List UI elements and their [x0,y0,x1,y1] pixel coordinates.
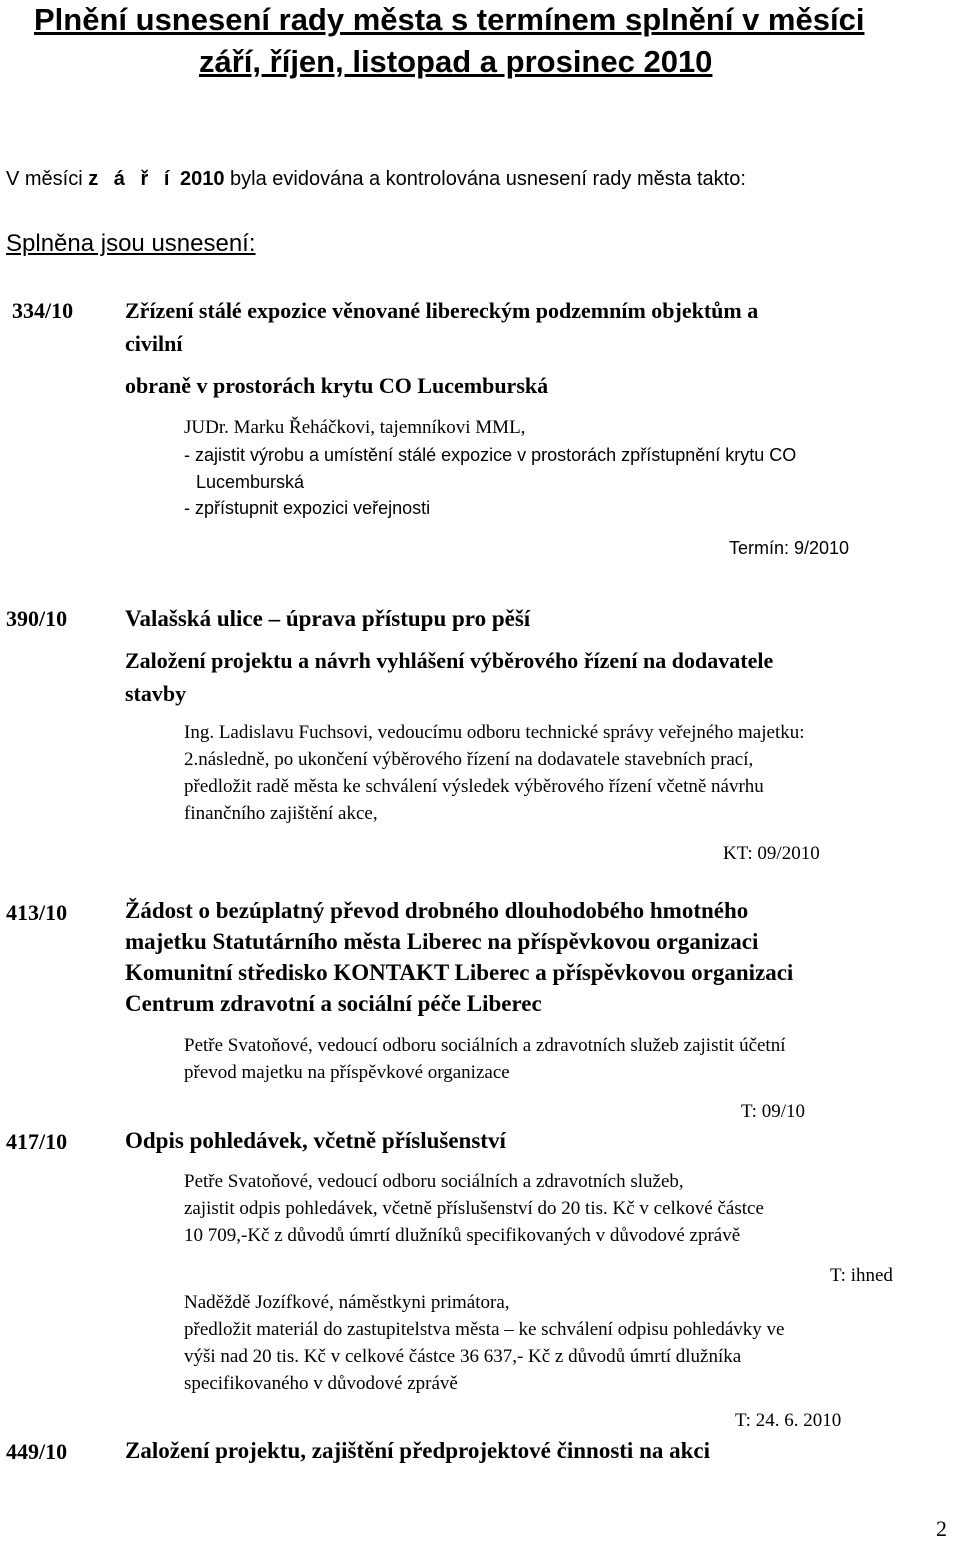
intro-prefix: V měsíci [6,168,83,190]
page-number: 2 [936,1516,947,1541]
intro-year: 2010 [179,168,225,190]
deadline: T: ihned [830,1265,893,1286]
deadline: T: 24. 6. 2010 [735,1410,842,1431]
resolution-number: 413/10 [6,900,68,925]
task-text: 10 709,-Kč z důvodů úmrtí dlužníků specifikovaných v důvodové zprávě [184,1225,741,1246]
task-text: Naděždě Jozífkové, náměstkyni primátora, [184,1292,510,1313]
task-text: - zajistit výrobu a umístění stálé expozice v prostorách zpřístupnění krytu CO [184,445,797,465]
deadline: Termín: 9/2010 [729,538,850,558]
task-text: Petře Svatoňové, vedoucí odboru sociálních a zdravotních služeb zajistit účetní [184,1035,786,1056]
resolution-heading: Komunitní středisko KONTAKT Liberec a příspěvkovou organizaci [125,960,794,985]
resolution-number: 334/10 [12,298,74,323]
task-text: - zpřístupnit expozici veřejnosti [184,498,431,518]
resolution-subheading: stavby [125,681,187,706]
deadline: T: 09/10 [741,1101,805,1122]
section-heading: Splněna jsou usnesení: [6,230,256,257]
task-text: specifikovaného v důvodové zprávě [184,1373,458,1394]
resolution-heading: obraně v prostorách krytu CO Lucemburská [125,373,549,398]
resolution-heading: Založení projektu, zajištění předprojektové činnosti na akci [125,1438,711,1463]
task-text: Lucemburská [196,472,305,492]
intro-month: z á ř í [88,168,175,190]
task-text: Petře Svatoňové, vedoucí odboru sociálních a zdravotních služeb, [184,1171,684,1192]
resolution-subheading: Založení projektu a návrh vyhlášení výběrového řízení na dodavatele [125,648,774,673]
resolution-number: 417/10 [6,1129,68,1154]
resolution-heading: Centrum zdravotní a sociální péče Liberec [125,991,542,1016]
task-text: Ing. Ladislavu Fuchsovi, vedoucímu odboru technické správy veřejného majetku: [184,722,805,743]
task-text: předložit radě města ke schválení výsledek výběrového řízení včetně návrhu [184,776,764,797]
intro-suffix: byla evidována a kontrolována usnesení rady města takto: [230,168,746,190]
task-text: převod majetku na příspěvkové organizace [184,1062,510,1083]
page-title-line-1: Plnění usnesení rady města s termínem splnění v měsíci [34,2,865,37]
resolution-heading: civilní [125,331,183,356]
task-text: předložit materiál do zastupitelstva města – ke schválení odpisu pohledávky ve [184,1319,785,1340]
resolution-number: 390/10 [6,606,68,631]
resolution-heading: Odpis pohledávek, včetně příslušenství [125,1128,506,1153]
resolution-heading: majetku Statutárního města Liberec na příspěvkovou organizaci [125,929,759,954]
resolution-heading: Žádost o bezúplatný převod drobného dlouhodobého hmotného [125,898,749,923]
task-text: JUDr. Marku Řeháčkovi, tajemníkovi MML, [184,417,526,438]
page-title-line-2: září, říjen, listopad a prosinec 2010 [199,44,713,79]
deadline: KT: 09/2010 [723,843,820,864]
resolution-heading: Valašská ulice – úprava přístupu pro pěší [125,606,531,631]
task-text: zajistit odpis pohledávek, včetně příslušenství do 20 tis. Kč v celkové částce [184,1198,764,1219]
task-text: výši nad 20 tis. Kč v celkové částce 36 637,- Kč z důvodů úmrtí dlužníka [184,1346,742,1367]
resolution-heading: Zřízení stálé expozice věnované libereckým podzemním objektům a [125,298,759,323]
task-text: finančního zajištění akce, [184,803,378,824]
resolution-number: 449/10 [6,1439,68,1464]
intro-line [6,168,746,191]
task-text: 2.následně, po ukončení výběrového řízení na dodavatele stavebních prací, [184,749,754,770]
